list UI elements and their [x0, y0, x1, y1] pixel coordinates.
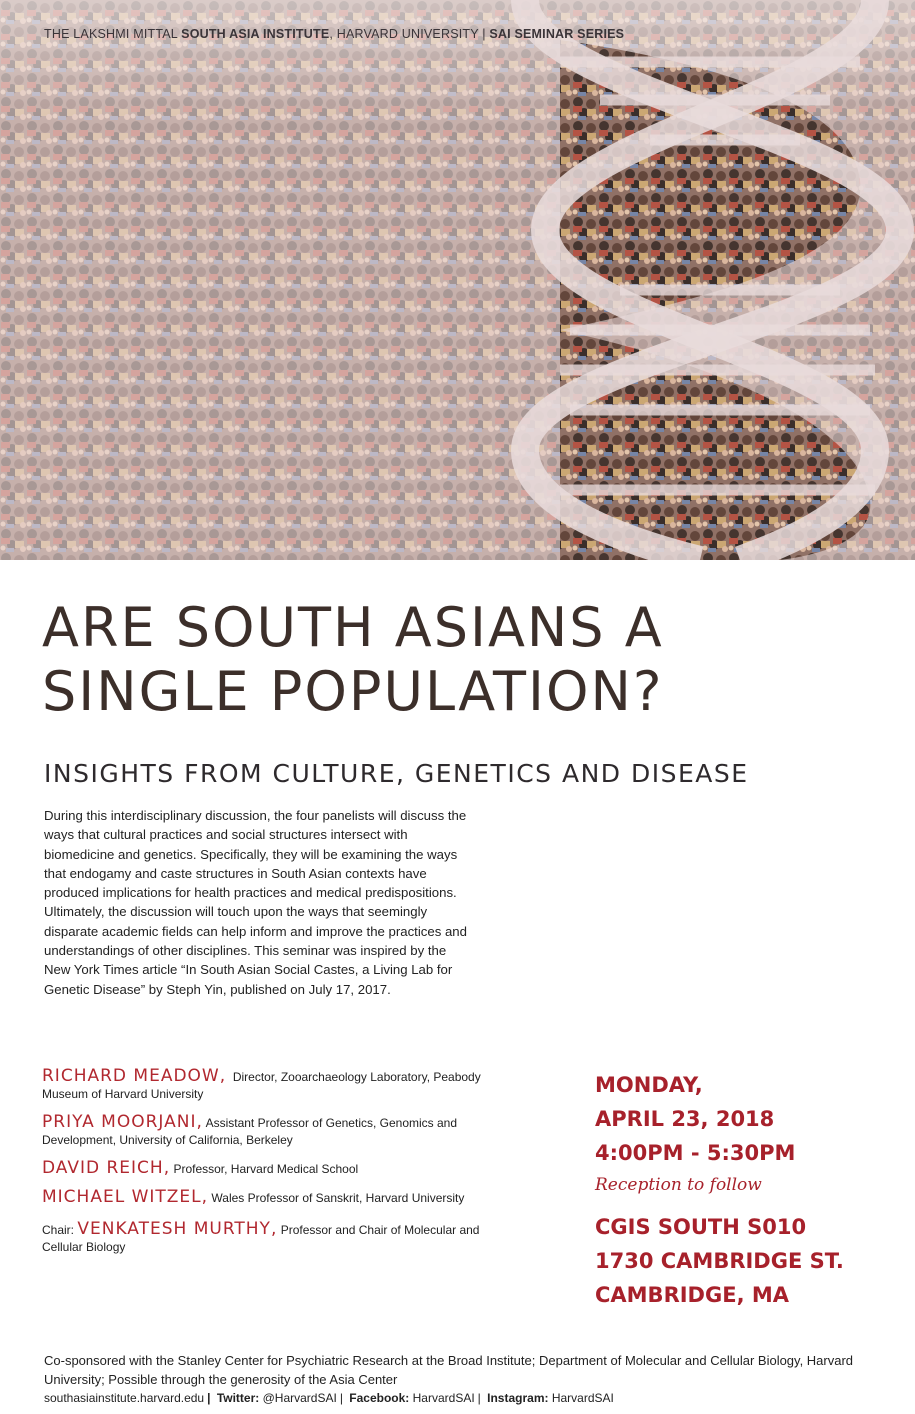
panelist-role: Professor, Harvard Medical School	[173, 1162, 359, 1176]
panelists-list	[42, 1068, 492, 1267]
hero-crowd-image	[0, 0, 915, 560]
panelist-role: Assistant Professor of Genetics, Genomics and Development, University of California, Berkeley	[42, 1116, 458, 1147]
crowd-dna-illustration	[0, 0, 915, 560]
panelist-item	[42, 1114, 492, 1149]
panelist-role: Director, Zooarchaeology Laboratory, Peabody Museum of Harvard University	[42, 1070, 481, 1101]
footer	[44, 1351, 884, 1408]
event-room: CGIS SOUTH S010	[595, 1215, 807, 1239]
event-city: CAMBRIDGE, MA	[595, 1283, 790, 1307]
event-date: APRIL 23, 2018	[595, 1107, 775, 1131]
title-line-1: ARE SOUTH ASIANS A	[42, 596, 664, 659]
panelist-item	[42, 1160, 492, 1178]
panelist-role: Wales Professor of Sanskrit, Harvard University	[211, 1191, 465, 1205]
event-day: MONDAY,	[595, 1073, 703, 1097]
chair-label: Chair:	[42, 1223, 75, 1237]
website-link[interactable]: southasiainstitute.harvard.edu	[44, 1391, 205, 1405]
chair-name: VENKATESH MURTHY,	[77, 1219, 278, 1239]
facebook-label: Facebook:	[349, 1391, 410, 1405]
event-time: 4:00PM - 5:30PM	[595, 1141, 796, 1165]
event-description: During this interdisciplinary discussion, the four panelists will discuss the ways that cultural practices and social structures intersect with biomedicine and genetics. Specifically, they will be examining the ways that endogamy and caste structures in South Asian contexts have produced implications for health practices and medical predispositions. Ultimately, the discussion will touch upon the ways that seemingly disparate academic fields can help inform and improve the practices and understandings of other disciplines. This seminar was inspired by the New York Times article “In South Asian Social Castes, a Living Lab for Genetic Disease” by Steph Yin, published on July 17, 2017.	[44, 808, 467, 997]
header-text-4: SAI SEMINAR SERIES	[489, 27, 625, 41]
panelist-item	[42, 1068, 492, 1103]
institute-header	[44, 27, 624, 41]
panelist-name: DAVID REICH,	[42, 1158, 171, 1178]
twitter-label: Twitter:	[216, 1391, 260, 1405]
header-text-1: THE LAKSHMI MITTAL	[44, 27, 182, 41]
header-text-2: SOUTH ASIA INSTITUTE	[181, 27, 330, 41]
panelist-name: RICHARD MEADOW,	[42, 1066, 227, 1086]
panelist-name: PRIYA MOORJANI,	[42, 1112, 203, 1132]
chair-item	[42, 1221, 492, 1256]
event-reception: Reception to follow	[595, 1175, 762, 1195]
instagram-label: Instagram:	[487, 1391, 549, 1405]
event-info	[595, 1068, 895, 1312]
title-line-2: SINGLE POPULATION?	[42, 660, 664, 723]
chair-role: Professor and Chair of Molecular and Cellular Biology	[42, 1223, 480, 1254]
event-subtitle: INSIGHTS FROM CULTURE, GENETICS AND DISEASE	[44, 759, 749, 788]
footer-links: southasiainstitute.harvard.edu | Twitter: @HarvardSAI | Facebook: HarvardSAI | Instagram: HarvardSAI	[44, 1391, 614, 1405]
facebook-link[interactable]: HarvardSAI	[412, 1391, 475, 1405]
header-text-3: , HARVARD UNIVERSITY |	[329, 27, 490, 41]
cosponsor-text: Co-sponsored with the Stanley Center for Psychiatric Research at the Broad Institute; Department of Molecular and Cellular Biology, Harvard University; Possible through the generosity of the Asia Center	[44, 1353, 854, 1387]
instagram-link[interactable]: HarvardSAI	[551, 1391, 614, 1405]
twitter-link[interactable]: @HarvardSAI	[262, 1391, 337, 1405]
panelist-item	[42, 1189, 492, 1207]
panelist-name: MICHAEL WITZEL,	[42, 1187, 209, 1207]
event-street: 1730 CAMBRIDGE ST.	[595, 1249, 844, 1273]
event-title	[42, 596, 902, 724]
